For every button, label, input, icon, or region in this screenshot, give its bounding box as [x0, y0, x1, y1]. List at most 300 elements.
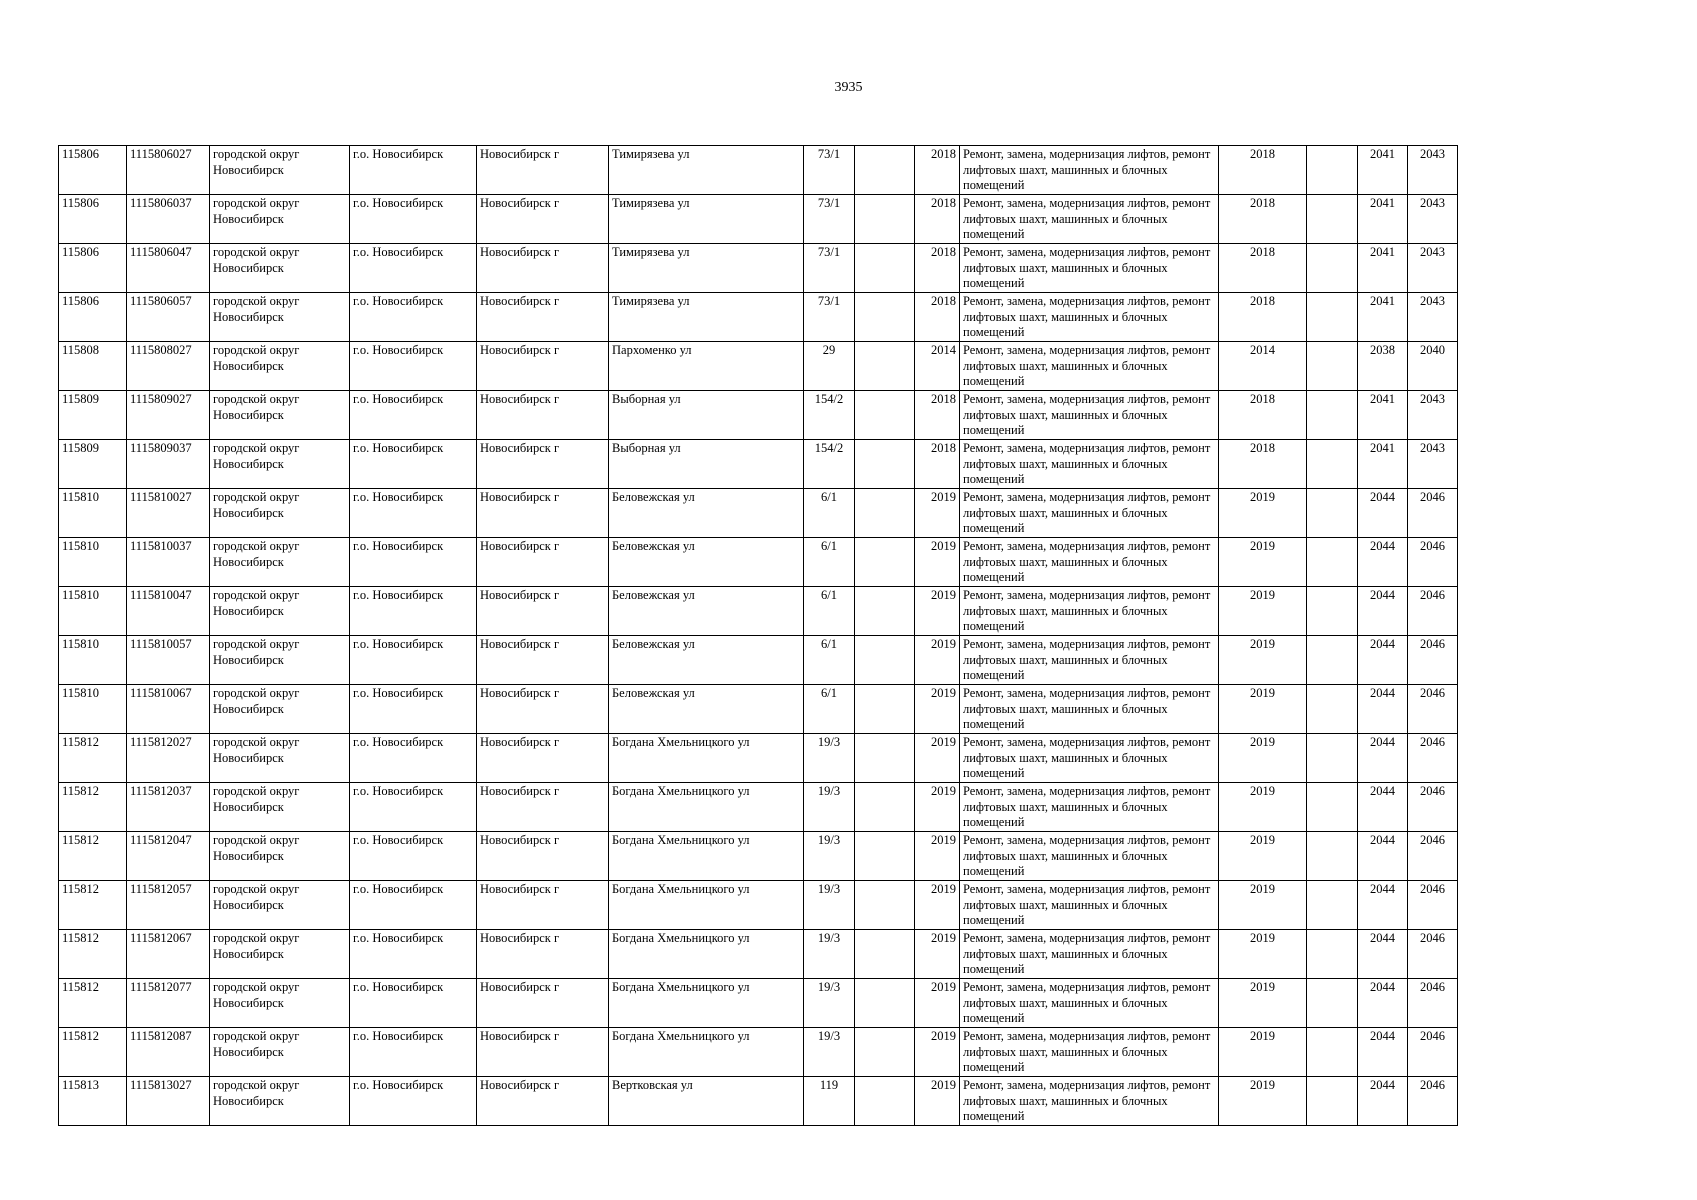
cell-work: Ремонт, замена, модернизация лифтов, ремонт лифтовых шахт, машинных и блочных помещений — [960, 489, 1219, 538]
cell-next-from: 2044 — [1358, 979, 1408, 1028]
cell-district: городской округ Новосибирск — [210, 832, 350, 881]
cell-empty — [1307, 342, 1358, 391]
table-row — [59, 391, 1458, 440]
cell-house: 154/2 — [804, 440, 855, 489]
cell-plan-year: 2018 — [1219, 244, 1307, 293]
cell-next-from: 2041 — [1358, 440, 1408, 489]
cell-house: 73/1 — [804, 146, 855, 195]
cell-id: 115808 — [59, 342, 127, 391]
cell-plan-year: 2019 — [1219, 930, 1307, 979]
cell-work: Ремонт, замена, модернизация лифтов, ремонт лифтовых шахт, машинных и блочных помещений — [960, 195, 1219, 244]
cell-year: 2019 — [915, 685, 960, 734]
cell-empty — [1307, 734, 1358, 783]
cell-street: Богдана Хмельницкого ул — [609, 783, 804, 832]
cell-house: 154/2 — [804, 391, 855, 440]
cell-city: Новосибирск г — [477, 832, 609, 881]
cell-next-to: 2043 — [1408, 440, 1458, 489]
cell-plan-year: 2019 — [1219, 832, 1307, 881]
cell-empty — [1307, 685, 1358, 734]
cell-street: Беловежская ул — [609, 587, 804, 636]
cell-work: Ремонт, замена, модернизация лифтов, ремонт лифтовых шахт, машинных и блочных помещений — [960, 293, 1219, 342]
cell-next-from: 2041 — [1358, 146, 1408, 195]
cell-empty — [855, 391, 915, 440]
cell-empty — [1307, 538, 1358, 587]
cell-district: городской округ Новосибирск — [210, 440, 350, 489]
table-row — [59, 538, 1458, 587]
cell-municipality: г.о. Новосибирск — [350, 538, 477, 587]
cell-year: 2019 — [915, 881, 960, 930]
cell-house: 19/3 — [804, 832, 855, 881]
cell-empty — [855, 979, 915, 1028]
cell-house: 6/1 — [804, 587, 855, 636]
cell-municipality: г.о. Новосибирск — [350, 979, 477, 1028]
cell-plan-year: 2018 — [1219, 440, 1307, 489]
cell-work: Ремонт, замена, модернизация лифтов, ремонт лифтовых шахт, машинных и блочных помещений — [960, 734, 1219, 783]
cell-next-from: 2044 — [1358, 832, 1408, 881]
cell-house: 73/1 — [804, 244, 855, 293]
cell-house: 6/1 — [804, 636, 855, 685]
cell-street: Беловежская ул — [609, 685, 804, 734]
table-row — [59, 587, 1458, 636]
cell-empty — [1307, 489, 1358, 538]
table-row — [59, 195, 1458, 244]
cell-house: 6/1 — [804, 685, 855, 734]
cell-next-to: 2046 — [1408, 636, 1458, 685]
cell-house: 6/1 — [804, 538, 855, 587]
cell-empty — [855, 881, 915, 930]
cell-street: Богдана Хмельницкого ул — [609, 979, 804, 1028]
cell-district: городской округ Новосибирск — [210, 587, 350, 636]
cell-municipality: г.о. Новосибирск — [350, 881, 477, 930]
cell-district: городской округ Новосибирск — [210, 195, 350, 244]
cell-empty — [1307, 832, 1358, 881]
cell-municipality: г.о. Новосибирск — [350, 636, 477, 685]
table-row — [59, 244, 1458, 293]
table-row — [59, 734, 1458, 783]
cell-year: 2018 — [915, 244, 960, 293]
page-number: 3935 — [834, 80, 863, 95]
cell-code: 1115810067 — [127, 685, 210, 734]
cell-work: Ремонт, замена, модернизация лифтов, ремонт лифтовых шахт, машинных и блочных помещений — [960, 538, 1219, 587]
cell-empty — [855, 293, 915, 342]
cell-year: 2019 — [915, 930, 960, 979]
cell-year: 2019 — [915, 832, 960, 881]
cell-empty — [855, 146, 915, 195]
cell-work: Ремонт, замена, модернизация лифтов, ремонт лифтовых шахт, машинных и блочных помещений — [960, 587, 1219, 636]
cell-plan-year: 2019 — [1219, 489, 1307, 538]
cell-code: 1115812087 — [127, 1028, 210, 1077]
cell-city: Новосибирск г — [477, 538, 609, 587]
cell-code: 1115812027 — [127, 734, 210, 783]
cell-next-from: 2041 — [1358, 293, 1408, 342]
cell-next-from: 2041 — [1358, 195, 1408, 244]
cell-house: 19/3 — [804, 1028, 855, 1077]
cell-code: 1115809027 — [127, 391, 210, 440]
cell-municipality: г.о. Новосибирск — [350, 930, 477, 979]
cell-house: 119 — [804, 1077, 855, 1126]
cell-municipality: г.о. Новосибирск — [350, 489, 477, 538]
cell-id: 115813 — [59, 1077, 127, 1126]
cell-municipality: г.о. Новосибирск — [350, 783, 477, 832]
cell-plan-year: 2019 — [1219, 636, 1307, 685]
cell-empty — [855, 1028, 915, 1077]
cell-work: Ремонт, замена, модернизация лифтов, ремонт лифтовых шахт, машинных и блочных помещений — [960, 440, 1219, 489]
cell-id: 115806 — [59, 195, 127, 244]
cell-year: 2018 — [915, 146, 960, 195]
cell-work: Ремонт, замена, модернизация лифтов, ремонт лифтовых шахт, машинных и блочных помещений — [960, 1028, 1219, 1077]
cell-id: 115812 — [59, 979, 127, 1028]
cell-house: 19/3 — [804, 783, 855, 832]
cell-house: 29 — [804, 342, 855, 391]
cell-municipality: г.о. Новосибирск — [350, 391, 477, 440]
cell-year: 2019 — [915, 538, 960, 587]
cell-code: 1115812067 — [127, 930, 210, 979]
cell-work: Ремонт, замена, модернизация лифтов, ремонт лифтовых шахт, машинных и блочных помещений — [960, 146, 1219, 195]
cell-plan-year: 2019 — [1219, 1028, 1307, 1077]
cell-plan-year: 2014 — [1219, 342, 1307, 391]
cell-municipality: г.о. Новосибирск — [350, 244, 477, 293]
cell-municipality: г.о. Новосибирск — [350, 440, 477, 489]
cell-work: Ремонт, замена, модернизация лифтов, ремонт лифтовых шахт, машинных и блочных помещений — [960, 930, 1219, 979]
cell-id: 115810 — [59, 685, 127, 734]
cell-street: Беловежская ул — [609, 489, 804, 538]
cell-empty — [855, 783, 915, 832]
cell-code: 1115810027 — [127, 489, 210, 538]
cell-empty — [1307, 195, 1358, 244]
cell-district: городской округ Новосибирск — [210, 1028, 350, 1077]
cell-empty — [855, 587, 915, 636]
cell-municipality: г.о. Новосибирск — [350, 587, 477, 636]
table-row — [59, 489, 1458, 538]
cell-empty — [855, 734, 915, 783]
cell-city: Новосибирск г — [477, 1028, 609, 1077]
cell-city: Новосибирск г — [477, 1077, 609, 1126]
cell-next-from: 2044 — [1358, 1077, 1408, 1126]
cell-next-to: 2046 — [1408, 1028, 1458, 1077]
cell-municipality: г.о. Новосибирск — [350, 1028, 477, 1077]
cell-empty — [1307, 783, 1358, 832]
cell-district: городской округ Новосибирск — [210, 293, 350, 342]
cell-house: 19/3 — [804, 734, 855, 783]
cell-street: Беловежская ул — [609, 636, 804, 685]
table-row — [59, 1077, 1458, 1126]
table-row — [59, 440, 1458, 489]
cell-empty — [855, 538, 915, 587]
cell-code: 1115806057 — [127, 293, 210, 342]
cell-district: городской округ Новосибирск — [210, 636, 350, 685]
cell-city: Новосибирск г — [477, 293, 609, 342]
cell-house: 73/1 — [804, 195, 855, 244]
cell-municipality: г.о. Новосибирск — [350, 734, 477, 783]
cell-street: Богдана Хмельницкого ул — [609, 832, 804, 881]
cell-work: Ремонт, замена, модернизация лифтов, ремонт лифтовых шахт, машинных и блочных помещений — [960, 342, 1219, 391]
cell-work: Ремонт, замена, модернизация лифтов, ремонт лифтовых шахт, машинных и блочных помещений — [960, 832, 1219, 881]
cell-district: городской округ Новосибирск — [210, 881, 350, 930]
cell-next-from: 2044 — [1358, 881, 1408, 930]
cell-empty — [855, 1077, 915, 1126]
cell-id: 115810 — [59, 636, 127, 685]
cell-id: 115806 — [59, 293, 127, 342]
cell-district: городской округ Новосибирск — [210, 391, 350, 440]
cell-city: Новосибирск г — [477, 244, 609, 293]
cell-next-to: 2046 — [1408, 979, 1458, 1028]
cell-city: Новосибирск г — [477, 685, 609, 734]
cell-city: Новосибирск г — [477, 440, 609, 489]
cell-street: Пархоменко ул — [609, 342, 804, 391]
cell-next-to: 2046 — [1408, 832, 1458, 881]
cell-year: 2019 — [915, 979, 960, 1028]
cell-street: Выборная ул — [609, 440, 804, 489]
cell-work: Ремонт, замена, модернизация лифтов, ремонт лифтовых шахт, машинных и блочных помещений — [960, 881, 1219, 930]
cell-city: Новосибирск г — [477, 783, 609, 832]
cell-year: 2019 — [915, 636, 960, 685]
cell-city: Новосибирск г — [477, 342, 609, 391]
cell-empty — [1307, 1077, 1358, 1126]
cell-plan-year: 2018 — [1219, 195, 1307, 244]
cell-next-from: 2041 — [1358, 391, 1408, 440]
cell-street: Богдана Хмельницкого ул — [609, 881, 804, 930]
cell-empty — [855, 244, 915, 293]
cell-id: 115806 — [59, 244, 127, 293]
cell-street: Тимирязева ул — [609, 146, 804, 195]
registry-table — [58, 145, 1458, 1126]
cell-city: Новосибирск г — [477, 146, 609, 195]
cell-city: Новосибирск г — [477, 930, 609, 979]
cell-empty — [1307, 930, 1358, 979]
cell-city: Новосибирск г — [477, 587, 609, 636]
cell-code: 1115812037 — [127, 783, 210, 832]
cell-next-to: 2040 — [1408, 342, 1458, 391]
cell-code: 1115813027 — [127, 1077, 210, 1126]
cell-year: 2019 — [915, 783, 960, 832]
cell-house: 19/3 — [804, 930, 855, 979]
cell-empty — [1307, 881, 1358, 930]
cell-district: городской округ Новосибирск — [210, 538, 350, 587]
cell-plan-year: 2019 — [1219, 881, 1307, 930]
cell-district: городской округ Новосибирск — [210, 734, 350, 783]
cell-district: городской округ Новосибирск — [210, 1077, 350, 1126]
cell-city: Новосибирск г — [477, 195, 609, 244]
cell-next-to: 2043 — [1408, 293, 1458, 342]
cell-next-to: 2046 — [1408, 930, 1458, 979]
cell-street: Беловежская ул — [609, 538, 804, 587]
cell-empty — [1307, 1028, 1358, 1077]
cell-id: 115812 — [59, 1028, 127, 1077]
cell-empty — [1307, 440, 1358, 489]
cell-year: 2019 — [915, 587, 960, 636]
table-row — [59, 146, 1458, 195]
table-row — [59, 342, 1458, 391]
cell-code: 1115806027 — [127, 146, 210, 195]
cell-next-to: 2046 — [1408, 489, 1458, 538]
cell-empty — [855, 832, 915, 881]
cell-house: 19/3 — [804, 979, 855, 1028]
cell-code: 1115812077 — [127, 979, 210, 1028]
cell-city: Новосибирск г — [477, 881, 609, 930]
cell-empty — [855, 195, 915, 244]
cell-plan-year: 2019 — [1219, 783, 1307, 832]
cell-empty — [1307, 293, 1358, 342]
cell-municipality: г.о. Новосибирск — [350, 832, 477, 881]
cell-municipality: г.о. Новосибирск — [350, 342, 477, 391]
cell-municipality: г.о. Новосибирск — [350, 685, 477, 734]
cell-empty — [855, 440, 915, 489]
cell-city: Новосибирск г — [477, 979, 609, 1028]
cell-work: Ремонт, замена, модернизация лифтов, ремонт лифтовых шахт, машинных и блочных помещений — [960, 685, 1219, 734]
cell-code: 1115810037 — [127, 538, 210, 587]
cell-district: городской округ Новосибирск — [210, 783, 350, 832]
cell-id: 115809 — [59, 440, 127, 489]
table-row — [59, 979, 1458, 1028]
cell-plan-year: 2019 — [1219, 979, 1307, 1028]
cell-empty — [855, 930, 915, 979]
cell-house: 73/1 — [804, 293, 855, 342]
cell-district: городской округ Новосибирск — [210, 146, 350, 195]
cell-plan-year: 2019 — [1219, 685, 1307, 734]
cell-empty — [855, 685, 915, 734]
cell-id: 115812 — [59, 881, 127, 930]
cell-next-to: 2046 — [1408, 685, 1458, 734]
cell-code: 1115810047 — [127, 587, 210, 636]
cell-district: городской округ Новосибирск — [210, 244, 350, 293]
cell-empty — [855, 489, 915, 538]
cell-next-from: 2044 — [1358, 930, 1408, 979]
cell-street: Вертковская ул — [609, 1077, 804, 1126]
cell-id: 115809 — [59, 391, 127, 440]
cell-district: городской округ Новосибирск — [210, 342, 350, 391]
cell-empty — [1307, 587, 1358, 636]
cell-next-to: 2043 — [1408, 146, 1458, 195]
cell-street: Богдана Хмельницкого ул — [609, 1028, 804, 1077]
cell-municipality: г.о. Новосибирск — [350, 146, 477, 195]
cell-id: 115812 — [59, 832, 127, 881]
table-row — [59, 685, 1458, 734]
cell-district: городской округ Новосибирск — [210, 685, 350, 734]
cell-code: 1115812047 — [127, 832, 210, 881]
cell-street: Выборная ул — [609, 391, 804, 440]
cell-code: 1115806037 — [127, 195, 210, 244]
cell-empty — [855, 636, 915, 685]
cell-next-from: 2044 — [1358, 587, 1408, 636]
cell-year: 2018 — [915, 293, 960, 342]
cell-year: 2019 — [915, 734, 960, 783]
cell-district: городской округ Новосибирск — [210, 930, 350, 979]
cell-id: 115810 — [59, 587, 127, 636]
cell-year: 2019 — [915, 1077, 960, 1126]
cell-street: Богдана Хмельницкого ул — [609, 930, 804, 979]
cell-year: 2018 — [915, 391, 960, 440]
cell-work: Ремонт, замена, модернизация лифтов, ремонт лифтовых шахт, машинных и блочных помещений — [960, 636, 1219, 685]
cell-next-to: 2046 — [1408, 587, 1458, 636]
cell-plan-year: 2018 — [1219, 391, 1307, 440]
cell-next-from: 2041 — [1358, 244, 1408, 293]
cell-work: Ремонт, замена, модернизация лифтов, ремонт лифтовых шахт, машинных и блочных помещений — [960, 244, 1219, 293]
cell-street: Тимирязева ул — [609, 195, 804, 244]
cell-year: 2018 — [915, 440, 960, 489]
cell-house: 6/1 — [804, 489, 855, 538]
cell-city: Новосибирск г — [477, 636, 609, 685]
table-row — [59, 930, 1458, 979]
cell-id: 115810 — [59, 538, 127, 587]
cell-next-to: 2046 — [1408, 1077, 1458, 1126]
cell-next-from: 2044 — [1358, 636, 1408, 685]
table-row — [59, 1028, 1458, 1077]
cell-code: 1115810057 — [127, 636, 210, 685]
cell-plan-year: 2018 — [1219, 146, 1307, 195]
cell-plan-year: 2019 — [1219, 587, 1307, 636]
cell-house: 19/3 — [804, 881, 855, 930]
cell-next-from: 2038 — [1358, 342, 1408, 391]
cell-code: 1115806047 — [127, 244, 210, 293]
cell-empty — [1307, 146, 1358, 195]
table-row — [59, 832, 1458, 881]
cell-next-from: 2044 — [1358, 1028, 1408, 1077]
cell-next-to: 2046 — [1408, 734, 1458, 783]
cell-district: городской округ Новосибирск — [210, 979, 350, 1028]
cell-id: 115812 — [59, 930, 127, 979]
cell-empty — [1307, 636, 1358, 685]
cell-plan-year: 2019 — [1219, 734, 1307, 783]
cell-next-to: 2043 — [1408, 195, 1458, 244]
cell-work: Ремонт, замена, модернизация лифтов, ремонт лифтовых шахт, машинных и блочных помещений — [960, 391, 1219, 440]
cell-code: 1115812057 — [127, 881, 210, 930]
cell-code: 1115809037 — [127, 440, 210, 489]
cell-city: Новосибирск г — [477, 489, 609, 538]
cell-district: городской округ Новосибирск — [210, 489, 350, 538]
cell-next-to: 2046 — [1408, 783, 1458, 832]
cell-next-to: 2043 — [1408, 244, 1458, 293]
cell-id: 115812 — [59, 734, 127, 783]
cell-municipality: г.о. Новосибирск — [350, 1077, 477, 1126]
cell-id: 115812 — [59, 783, 127, 832]
cell-id: 115810 — [59, 489, 127, 538]
cell-id: 115806 — [59, 146, 127, 195]
table-body — [59, 146, 1458, 1126]
cell-next-from: 2044 — [1358, 685, 1408, 734]
cell-year: 2014 — [915, 342, 960, 391]
table-row — [59, 881, 1458, 930]
cell-year: 2019 — [915, 489, 960, 538]
cell-work: Ремонт, замена, модернизация лифтов, ремонт лифтовых шахт, машинных и блочных помещений — [960, 1077, 1219, 1126]
cell-next-from: 2044 — [1358, 489, 1408, 538]
cell-empty — [1307, 391, 1358, 440]
cell-code: 1115808027 — [127, 342, 210, 391]
cell-city: Новосибирск г — [477, 391, 609, 440]
cell-work: Ремонт, замена, модернизация лифтов, ремонт лифтовых шахт, машинных и блочных помещений — [960, 783, 1219, 832]
cell-next-from: 2044 — [1358, 783, 1408, 832]
cell-street: Тимирязева ул — [609, 293, 804, 342]
cell-city: Новосибирск г — [477, 734, 609, 783]
cell-plan-year: 2018 — [1219, 293, 1307, 342]
cell-next-from: 2044 — [1358, 734, 1408, 783]
cell-year: 2019 — [915, 1028, 960, 1077]
cell-empty — [1307, 979, 1358, 1028]
cell-street: Богдана Хмельницкого ул — [609, 734, 804, 783]
cell-empty — [855, 342, 915, 391]
cell-plan-year: 2019 — [1219, 538, 1307, 587]
cell-next-to: 2043 — [1408, 391, 1458, 440]
cell-next-to: 2046 — [1408, 881, 1458, 930]
cell-work: Ремонт, замена, модернизация лифтов, ремонт лифтовых шахт, машинных и блочных помещений — [960, 979, 1219, 1028]
table-row — [59, 636, 1458, 685]
cell-year: 2018 — [915, 195, 960, 244]
cell-next-from: 2044 — [1358, 538, 1408, 587]
cell-municipality: г.о. Новосибирск — [350, 195, 477, 244]
table-row — [59, 783, 1458, 832]
cell-plan-year: 2019 — [1219, 1077, 1307, 1126]
cell-street: Тимирязева ул — [609, 244, 804, 293]
cell-municipality: г.о. Новосибирск — [350, 293, 477, 342]
